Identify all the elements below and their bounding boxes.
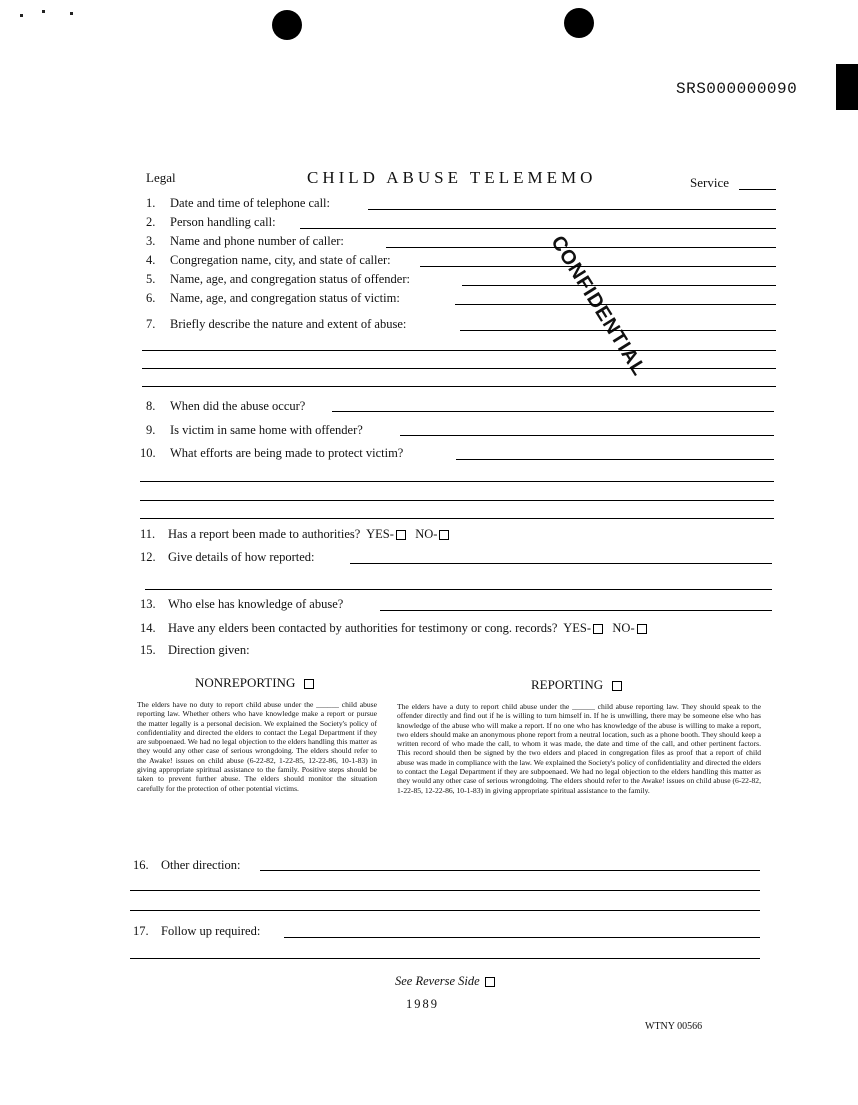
question-15: 15. Direction given: xyxy=(140,643,250,657)
answer-line-7c[interactable] xyxy=(142,368,776,369)
nonreporting-text: The elders have no duty to report child abuse under the ______ child abuse reporting law. Whether others who have knowledge make a report or pursue the matter legally is a personal decision. We explained the Society's policy of confidentiality and directed the elders to contact the Legal Department if they are subpoenaed. We had no legal objection to the elders handling this matter as they would any other case of serious wrongdoing. The elders should refer to the Awake! issues on child abuse (6-22-82, 1-22-85, 12-22-86, 10-1-83) in giving appropriate spiritual assistance to the family. Positive steps should be taken to prevent further abuse. The elders should monitor the situation carefully for the protection of other potential victims. xyxy=(137,700,377,793)
answer-line-17b[interactable] xyxy=(130,958,760,959)
answer-line-7d[interactable] xyxy=(142,386,776,387)
confidential-stamp: CONFIDENTIAL xyxy=(546,232,651,381)
answer-line-10c[interactable] xyxy=(140,500,774,501)
answer-line-12[interactable] xyxy=(350,563,772,564)
question-5: 5. Name, age, and congregation status of offender: xyxy=(146,272,410,286)
answer-line-16c[interactable] xyxy=(130,910,760,911)
answer-line-13[interactable] xyxy=(380,610,772,611)
answer-line-7[interactable] xyxy=(460,330,776,331)
answer-line-10d[interactable] xyxy=(140,518,774,519)
question-3: 3. Name and phone number of caller: xyxy=(146,234,344,248)
question-9: 9. Is victim in same home with offender? xyxy=(146,423,363,437)
answer-line-10b[interactable] xyxy=(140,481,774,482)
question-16: 16. Other direction: xyxy=(133,858,241,872)
reporting-checkbox[interactable] xyxy=(612,681,622,691)
edge-tab xyxy=(836,64,858,110)
punch-hole-left xyxy=(272,10,302,40)
answer-line-1[interactable] xyxy=(368,209,776,210)
reporting-text: The elders have a duty to report child abuse under the ______ child abuse reporting law. They should speak to the offender directly and find out if he is willing to turn himself in. If he is unwilling, there may be someone else who has knowledge of the abuse who will make a report. If no one who has knowledge of the abuse is willing to make a report, two elders should make an anonymous phone report from a neutral location, such as a phone booth. They should keep a written record of who made the call, to whom it was made, the date and time of the call, and other pertinent factors. This record should then be signed by the two elders and placed in congregation files as proof that a report of child abuse was made in compliance with the law. We explained the Society's policy of confidentiality and directed the elders to contact the Legal Department if they are subpoenaed. We had no legal objection to the elders handling this matter as they would any other case of serious wrongdoing. The elders should refer to the Awake! issues on child abuse (6-22-82, 1-22-85, 12-22-86, 10-1-83) in giving appropriate spiritual assistance to the family. xyxy=(397,702,761,795)
no-checkbox[interactable] xyxy=(439,530,449,540)
question-2: 2. Person handling call: xyxy=(146,215,276,229)
form-year: 1989 xyxy=(406,997,439,1011)
question-7: 7. Briefly describe the nature and extent of abuse: xyxy=(146,317,407,331)
service-label: Service xyxy=(690,175,729,190)
scan-speck xyxy=(42,10,45,13)
yes-checkbox[interactable] xyxy=(593,624,603,634)
yes-checkbox[interactable] xyxy=(396,530,406,540)
answer-line-7b[interactable] xyxy=(142,350,776,351)
punch-hole-right xyxy=(564,8,594,38)
answer-line-9[interactable] xyxy=(400,435,774,436)
scan-speck xyxy=(70,12,73,15)
answer-line-8[interactable] xyxy=(332,411,774,412)
legal-label: Legal xyxy=(146,170,176,185)
answer-line-5[interactable] xyxy=(462,285,776,286)
question-14: 14. Have any elders been contacted by authorities for testimony or cong. records? YES- NO- xyxy=(140,621,647,636)
answer-line-6[interactable] xyxy=(455,304,776,305)
nonreporting-heading: NONREPORTING xyxy=(195,675,314,691)
answer-line-17[interactable] xyxy=(284,937,760,938)
bates-number: WTNY 00566 xyxy=(645,1021,703,1032)
answer-line-3[interactable] xyxy=(386,247,776,248)
no-checkbox[interactable] xyxy=(637,624,647,634)
see-reverse-side: See Reverse Side xyxy=(395,974,495,989)
answer-line-10[interactable] xyxy=(456,459,774,460)
answer-line-2[interactable] xyxy=(300,228,776,229)
question-1: 1. Date and time of telephone call: xyxy=(146,196,331,210)
nonreporting-checkbox[interactable] xyxy=(304,679,314,689)
document-id: SRS000000090 xyxy=(676,80,798,98)
question-17: 17. Follow up required: xyxy=(133,924,261,938)
question-11: 11. Has a report been made to authorities? YES- NO- xyxy=(140,527,449,542)
question-13: 13. Who else has knowledge of abuse? xyxy=(140,597,344,611)
question-4: 4. Congregation name, city, and state of caller: xyxy=(146,253,391,267)
see-reverse-checkbox[interactable] xyxy=(485,977,495,987)
reporting-heading: REPORTING xyxy=(531,677,622,693)
question-10: 10. What efforts are being made to protect victim? xyxy=(140,446,404,460)
question-6: 6. Name, age, and congregation status of victim: xyxy=(146,291,400,305)
question-12: 12. Give details of how reported: xyxy=(140,550,315,564)
question-8: 8. When did the abuse occur? xyxy=(146,399,306,413)
answer-line-12b[interactable] xyxy=(145,589,772,590)
answer-line-16[interactable] xyxy=(260,870,760,871)
form-title: CHILD ABUSE TELEMEMO xyxy=(307,168,597,187)
answer-line-4[interactable] xyxy=(420,266,776,267)
answer-line-16b[interactable] xyxy=(130,890,760,891)
service-line[interactable] xyxy=(739,189,776,190)
scan-speck xyxy=(20,14,23,17)
